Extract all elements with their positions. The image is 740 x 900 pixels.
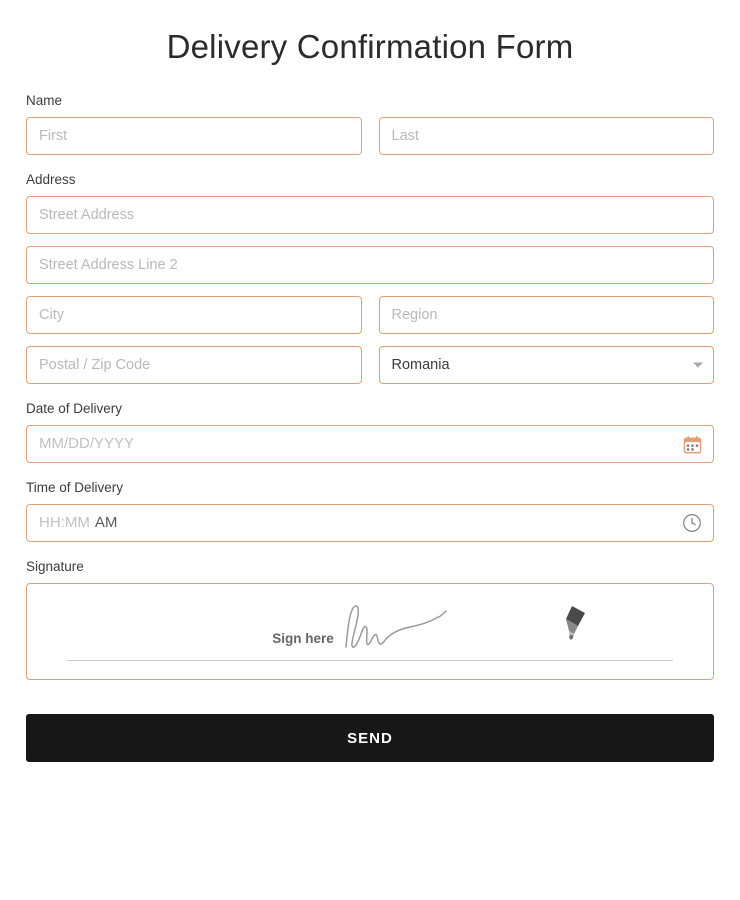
time-mask-meridiem: AM xyxy=(94,514,118,531)
calendar-icon[interactable] xyxy=(682,434,702,454)
field-group-address xyxy=(26,171,714,384)
date-mask-month: MM xyxy=(39,435,64,452)
last-name-input[interactable] xyxy=(379,117,715,155)
date-mask-day: DD xyxy=(68,435,90,452)
last-name-col xyxy=(379,117,715,155)
country-selected-value: Romania xyxy=(391,357,450,373)
signature-label: Signature xyxy=(26,559,84,574)
date-mask-sep-1: / xyxy=(64,435,69,452)
clock-icon[interactable] xyxy=(682,513,702,533)
date-mask-year: YYYY xyxy=(94,435,135,452)
name-row xyxy=(26,117,714,155)
name-label: Name xyxy=(26,93,63,108)
field-group-signature xyxy=(26,558,714,680)
date-mask-sep-2: / xyxy=(89,435,95,452)
city-col xyxy=(26,296,362,334)
time-mask-minute: MM xyxy=(64,514,90,531)
date-of-delivery-input[interactable] xyxy=(26,425,714,463)
postal-country-row xyxy=(26,346,714,384)
postal-zip-code-input[interactable] xyxy=(26,346,362,384)
region-input[interactable] xyxy=(379,296,715,334)
field-group-date-of-delivery xyxy=(26,400,714,463)
field-group-name xyxy=(26,92,714,155)
time-of-delivery-field xyxy=(26,504,714,542)
chevron-down-icon[interactable] xyxy=(693,363,703,368)
time-mask-sep: : xyxy=(60,514,65,531)
first-name-col xyxy=(26,117,362,155)
postal-col xyxy=(26,346,362,384)
date-of-delivery-field xyxy=(26,425,714,463)
page-title: Delivery Confirmation Form xyxy=(166,28,574,65)
street-address-row xyxy=(26,196,714,234)
time-of-delivery-label: Time of Delivery xyxy=(26,480,124,495)
street-address-line-2-input[interactable] xyxy=(26,246,714,284)
pen-icon xyxy=(561,604,591,651)
country-col xyxy=(379,346,715,384)
city-input[interactable] xyxy=(26,296,362,334)
signature-scribble xyxy=(338,595,468,658)
signature-hint: Sign here xyxy=(272,631,334,646)
signature-pad[interactable] xyxy=(26,583,714,680)
send-button[interactable]: SEND xyxy=(26,714,714,762)
region-col xyxy=(379,296,715,334)
country-select[interactable] xyxy=(379,346,715,384)
city-region-row xyxy=(26,296,714,334)
field-group-time-of-delivery xyxy=(26,479,714,542)
street-address-input[interactable] xyxy=(26,196,714,234)
address-label: Address xyxy=(26,172,76,187)
signature-pad-inner xyxy=(67,602,673,661)
date-of-delivery-label: Date of Delivery xyxy=(26,401,123,416)
form-body xyxy=(0,92,740,762)
time-mask-hour: HH xyxy=(39,514,61,531)
time-of-delivery-input[interactable] xyxy=(26,504,714,542)
street-address-2-row xyxy=(26,246,714,284)
first-name-input[interactable] xyxy=(26,117,362,155)
